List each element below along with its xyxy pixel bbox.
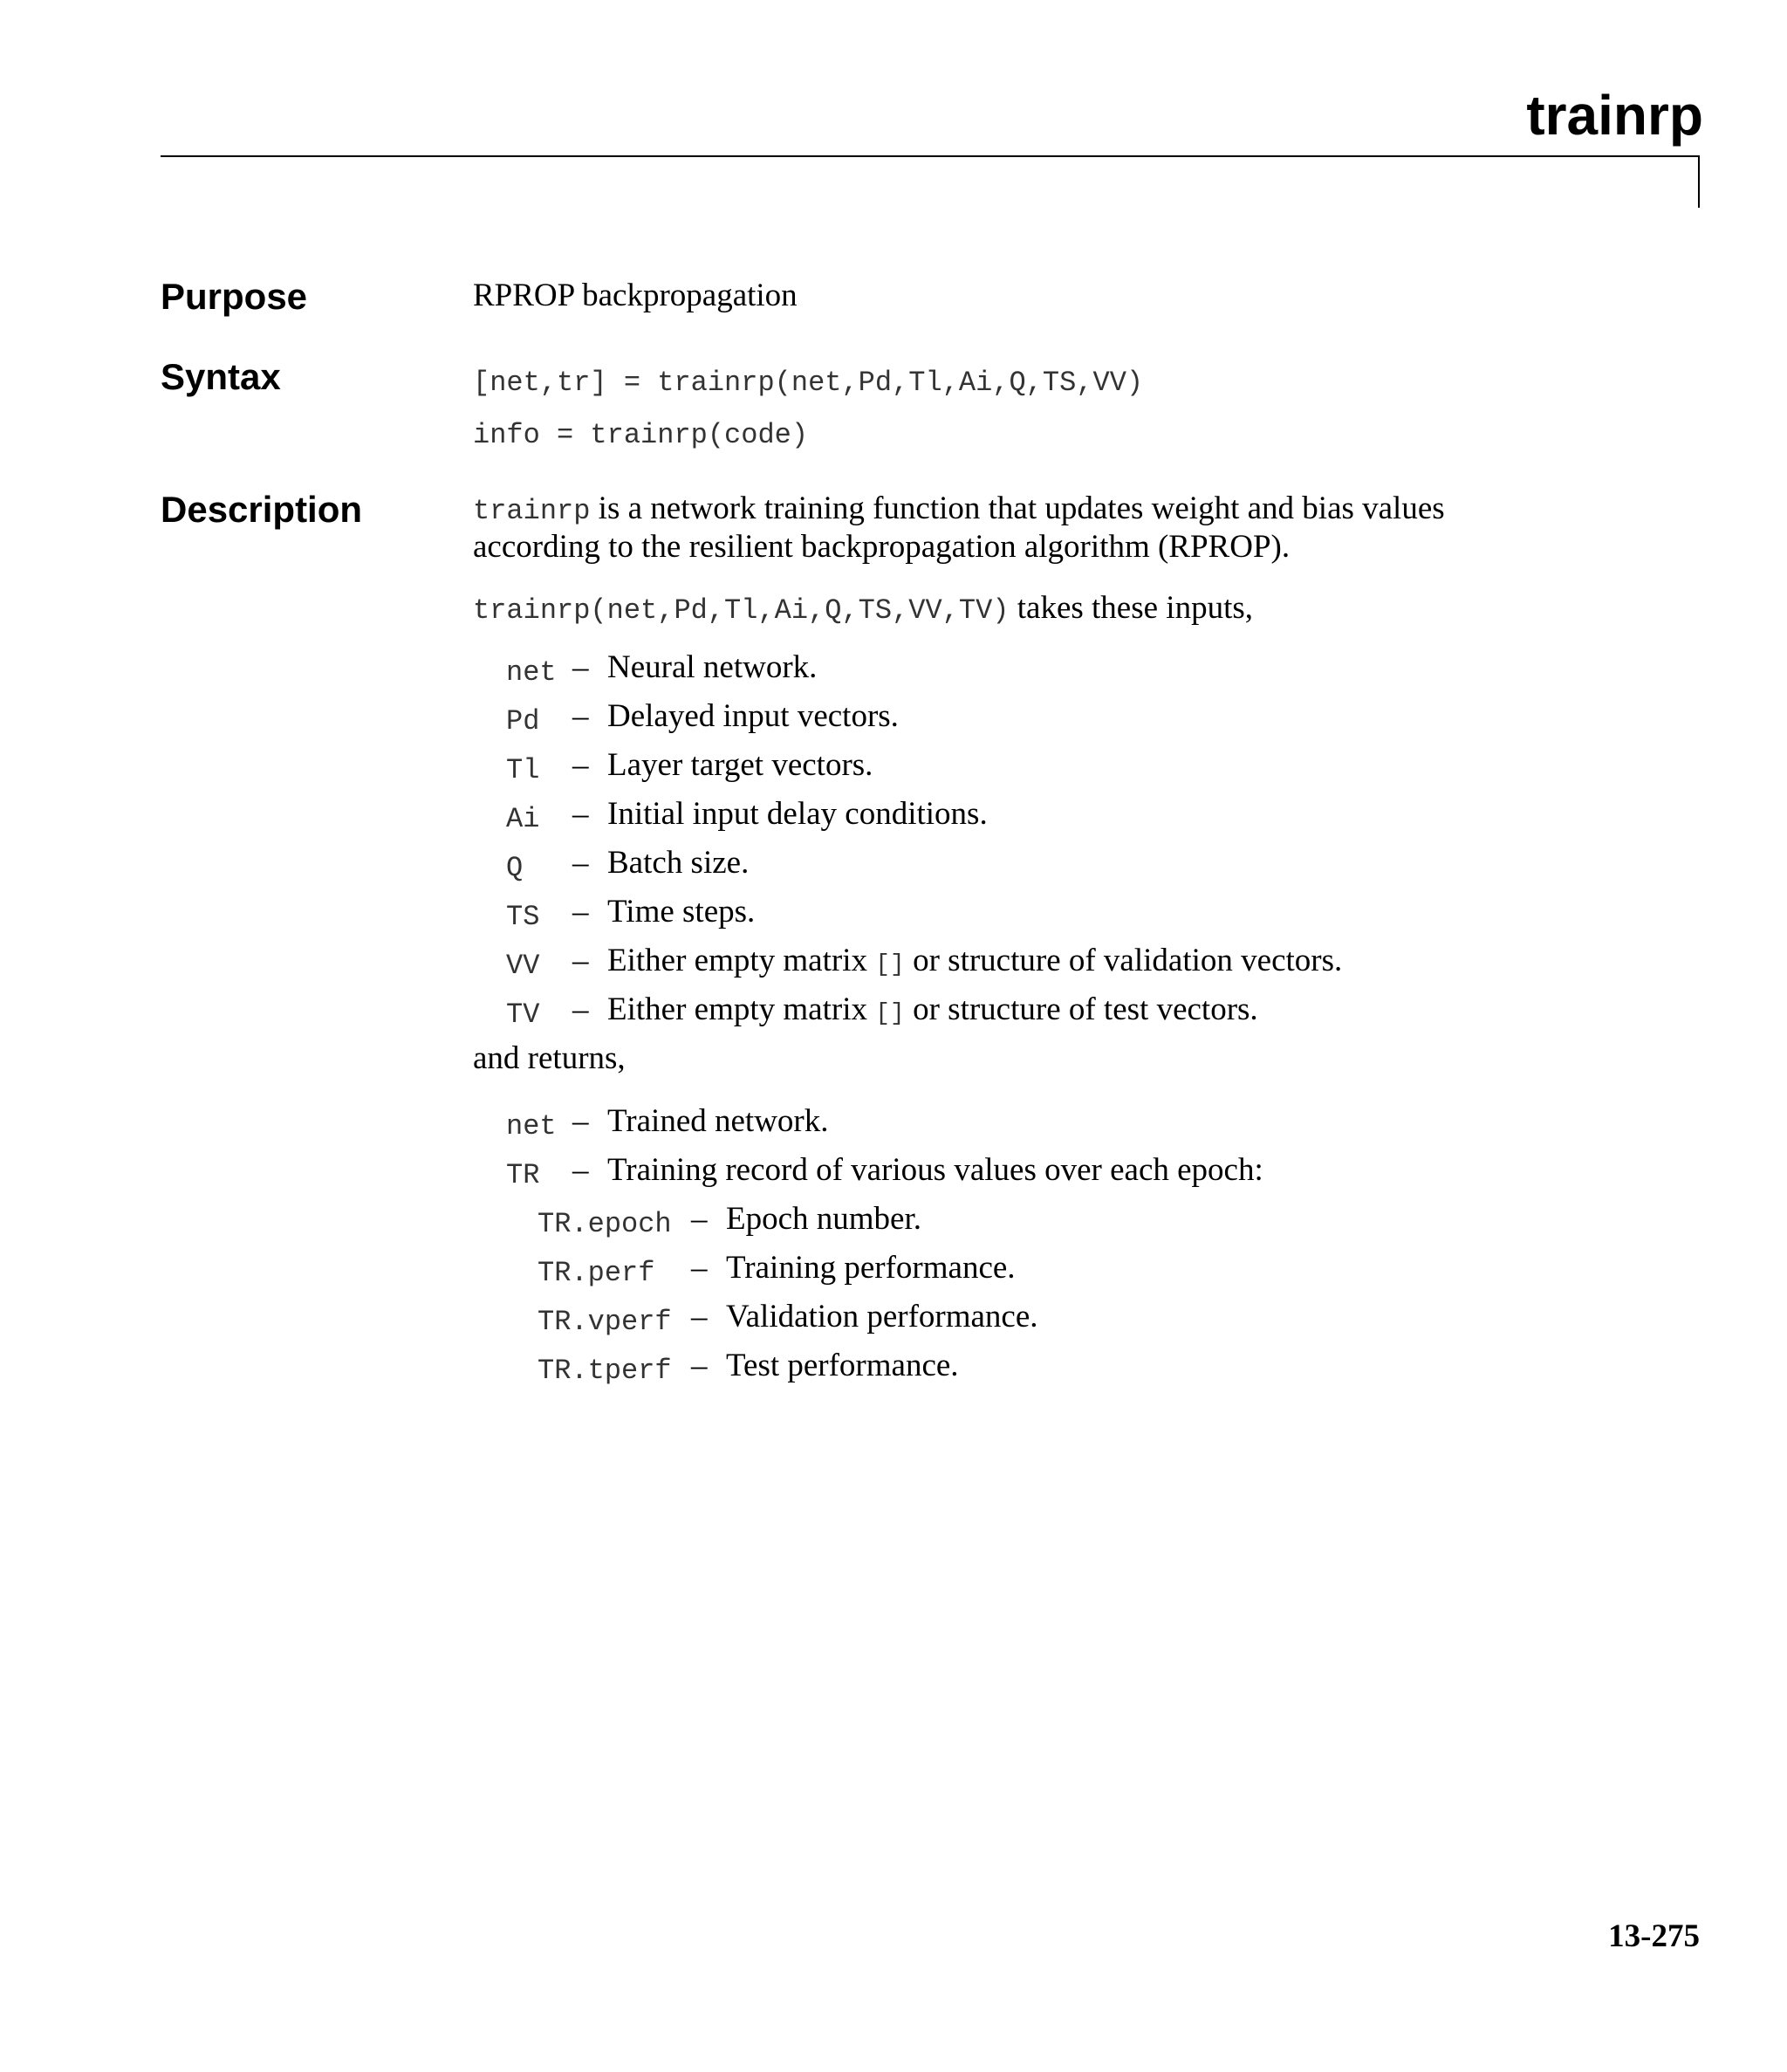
input-name: Pd bbox=[506, 705, 540, 738]
dash: – bbox=[572, 1152, 589, 1188]
input-name: Q bbox=[506, 852, 524, 884]
input-desc: Delayed input vectors. bbox=[607, 698, 899, 734]
input-desc: Initial input delay conditions. bbox=[607, 796, 988, 832]
dash: – bbox=[572, 991, 589, 1027]
intro-text-1: is a network training function that updates weight and bias values bbox=[590, 491, 1445, 526]
output-name: net bbox=[506, 1110, 557, 1142]
purpose-text: RPROP backpropagation bbox=[473, 278, 798, 313]
dash: – bbox=[691, 1299, 708, 1334]
input-desc-post: or structure of validation vectors. bbox=[904, 943, 1343, 978]
dash: – bbox=[691, 1348, 708, 1383]
syntax-line-2: info = trainrp(code) bbox=[473, 419, 809, 451]
dash: – bbox=[691, 1250, 708, 1286]
input-name: net bbox=[506, 656, 557, 689]
input-desc bbox=[607, 941, 1342, 985]
tr-field-desc: Training performance. bbox=[726, 1250, 1016, 1286]
input-name: TV bbox=[506, 998, 540, 1031]
call-text: takes these inputs, bbox=[1017, 590, 1254, 626]
dash: – bbox=[572, 894, 589, 930]
header-tick bbox=[1698, 155, 1700, 208]
call-code: trainrp(net,Pd,Tl,Ai,Q,TS,VV,TV) bbox=[473, 594, 1010, 627]
syntax-line-1: [net,tr] = trainrp(net,Pd,Tl,Ai,Q,TS,VV) bbox=[473, 367, 1144, 399]
dash: – bbox=[572, 845, 589, 881]
dash: – bbox=[572, 698, 589, 734]
dash: – bbox=[572, 649, 589, 685]
empty-matrix-code: [] bbox=[875, 1000, 905, 1027]
output-desc: Training record of various values over each epoch: bbox=[607, 1152, 1263, 1188]
input-desc: Batch size. bbox=[607, 845, 750, 881]
output-name: TR bbox=[506, 1159, 540, 1191]
tr-field-desc: Epoch number. bbox=[726, 1201, 922, 1237]
input-desc: Time steps. bbox=[607, 894, 756, 930]
input-desc: Neural network. bbox=[607, 649, 818, 685]
input-desc bbox=[607, 990, 1258, 1034]
description-intro-line-1 bbox=[473, 489, 1445, 532]
tr-field-desc: Test performance. bbox=[726, 1348, 959, 1383]
tr-field-name: TR.perf bbox=[537, 1257, 655, 1289]
input-desc: Layer target vectors. bbox=[607, 747, 873, 783]
intro-code: trainrp bbox=[473, 495, 591, 527]
input-desc-post: or structure of test vectors. bbox=[904, 991, 1258, 1027]
input-name: VV bbox=[506, 950, 540, 982]
output-desc: Trained network. bbox=[607, 1103, 829, 1139]
input-name: Ai bbox=[506, 803, 540, 835]
tr-field-desc: Validation performance. bbox=[726, 1299, 1038, 1334]
tr-field-name: TR.tperf bbox=[537, 1355, 672, 1387]
call-signature-line bbox=[473, 588, 1253, 631]
syntax-label: Syntax bbox=[161, 356, 281, 397]
input-desc-pre: Either empty matrix bbox=[607, 943, 876, 978]
description-label: Description bbox=[161, 489, 363, 530]
dash: – bbox=[572, 796, 589, 832]
tr-field-name: TR.epoch bbox=[537, 1208, 672, 1240]
dash: – bbox=[691, 1201, 708, 1237]
purpose-label: Purpose bbox=[161, 276, 308, 317]
dash: – bbox=[572, 943, 589, 978]
page-title: trainrp bbox=[1526, 84, 1703, 147]
input-name: TS bbox=[506, 901, 540, 933]
description-intro-line-2: according to the resilient backpropagation algorithm (RPROP). bbox=[473, 529, 1291, 565]
page-number: 13-275 bbox=[1608, 1918, 1700, 1954]
input-desc-pre: Either empty matrix bbox=[607, 991, 876, 1027]
dash: – bbox=[572, 1103, 589, 1139]
header-rule bbox=[161, 155, 1700, 157]
input-name: Tl bbox=[506, 754, 540, 786]
tr-field-name: TR.vperf bbox=[537, 1306, 672, 1338]
returns-text: and returns, bbox=[473, 1040, 626, 1076]
empty-matrix-code: [] bbox=[875, 951, 905, 978]
dash: – bbox=[572, 747, 589, 783]
